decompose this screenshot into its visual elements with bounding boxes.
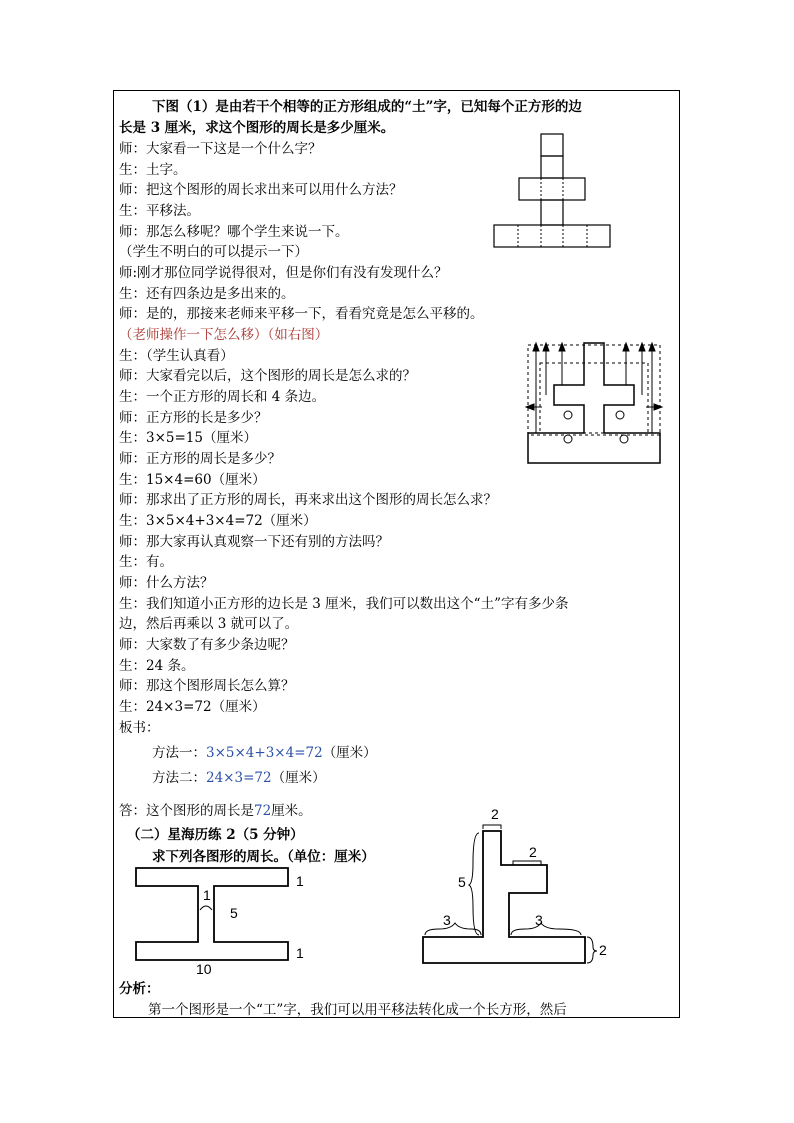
method-1-label: 方法一：	[152, 745, 206, 761]
dialogue-line: 生：24×3=72（厘米）	[119, 699, 266, 715]
t-shape-outline	[423, 831, 585, 963]
dialogue-line: 边，然后再乘以 3 就可以了。	[119, 616, 299, 632]
left-base-brace	[425, 923, 481, 935]
dialogue-line: 师：大家看一下这是一个什么字？	[119, 141, 322, 157]
dialogue-line: 师：大家看完以后，这个图形的周长是怎么求的？	[119, 368, 416, 384]
method-1	[152, 743, 377, 764]
dialogue-line: 生：还有四条边是多出来的。	[119, 286, 295, 302]
dialogue-line: 师：是的，那接来老师来平移一下，看看究竟是怎么平移的。	[119, 306, 484, 322]
t-shape-figure	[415, 803, 615, 968]
dialogue-line: 生：一个正方形的周长和 4 条边。	[119, 389, 326, 405]
problem-line-2: 长是 3 厘米，求这个图形的周长是多少厘米。	[119, 120, 395, 136]
exercise-heading: （二）星海历练 2（5 分钟）	[127, 827, 304, 843]
label-top: 2	[491, 806, 499, 822]
i-shape-outline	[136, 868, 288, 960]
dialogue-line: 师：正方形的长是多少？	[119, 410, 268, 426]
analysis-label: 分析：	[119, 981, 160, 997]
tu-outline	[528, 343, 660, 463]
answer-prefix: 答：这个图形的周长是	[119, 803, 254, 819]
dialogue-line: 生：24 条。	[119, 658, 195, 674]
label-right-arm: 2	[529, 844, 537, 860]
answer-suffix: 厘米。	[271, 803, 312, 819]
o-marker	[564, 411, 572, 419]
translation-figure	[522, 337, 668, 467]
dialogue-line: 生：我们知道小正方形的边长是 3 厘米，我们可以数出这个“土”字有多少条	[119, 596, 569, 612]
dialogue-line: 板书：	[119, 720, 160, 736]
label-stem: 5	[458, 874, 466, 890]
answer-value: 72	[254, 803, 272, 819]
method-2-label: 方法二：	[152, 770, 206, 786]
o-marker	[616, 411, 624, 419]
dialogue-line: 师：那大家再认真观察一下还有别的方法吗？	[119, 534, 389, 550]
square-row	[494, 225, 610, 247]
gap-brace	[200, 906, 212, 910]
dialogue-line: 生：15×4=60（厘米）	[119, 472, 266, 488]
method-1-unit: （厘米）	[322, 745, 377, 761]
tu-character-figure	[490, 132, 620, 252]
base-height-brace	[587, 937, 597, 963]
dialogue-line: 师：大家数了有多少条边呢？	[119, 637, 295, 653]
dialogue-line: 生：（学生认真看）	[119, 348, 234, 364]
o-marker	[564, 435, 572, 443]
label-bottom: 1	[296, 945, 304, 961]
dialogue-line: 生：土字。	[119, 162, 187, 178]
right-base-brace	[511, 923, 581, 935]
dialogue-line: 师：那这个图形周长怎么算？	[119, 678, 295, 694]
label-left-base: 3	[443, 912, 451, 928]
i-shape-figure	[128, 862, 318, 982]
label-gap: 1	[203, 887, 211, 903]
method-2-unit: （厘米）	[271, 770, 326, 786]
dashed-inner	[540, 363, 648, 433]
dialogue-line: 师：正方形的周长是多少？	[119, 451, 281, 467]
label-right-base: 3	[535, 912, 543, 928]
stem-brace	[469, 833, 479, 935]
answer-line	[119, 801, 312, 822]
problem-line-1: 下图（1）是由若干个相等的正方形组成的“土”字，已知每个正方形的边	[152, 99, 582, 115]
dialogue-line: 生：3×5=15（厘米）	[119, 430, 257, 446]
label-width: 10	[196, 961, 212, 977]
dashed-square	[528, 345, 660, 435]
exercise-instruction: 求下列各图形的周长。（单位：厘米）	[152, 849, 375, 865]
dialogue-line: 生：有。	[119, 554, 173, 570]
square	[541, 156, 563, 178]
dialogue-line: 师:刚才那位同学说得很对，但是你们有没有发现什么？	[119, 265, 448, 281]
label-base-height: 2	[599, 942, 607, 958]
dialogue-line: 师：那求出了正方形的周长，再来求出这个图形的周长怎么求？	[119, 492, 497, 508]
method-1-expr: 3×5×4+3×4=72	[206, 745, 323, 761]
square	[541, 134, 563, 156]
dialogue-line: （老师操作一下怎么移）（如右图）	[119, 327, 329, 343]
square	[541, 200, 563, 225]
analysis-text: 第一个图形是一个“工”字，我们可以用平移法转化成一个长方形，然后	[148, 1002, 567, 1018]
dialogue-line: 师：那怎么移呢？哪个学生来说一下。	[119, 224, 349, 240]
dialogue-line: 生：3×5×4+3×4=72（厘米）	[119, 513, 317, 529]
dialogue-line: （学生不明白的可以提示一下）	[119, 244, 308, 260]
square-row	[519, 178, 585, 200]
o-marker	[620, 435, 628, 443]
dialogue-line: 生：平移法。	[119, 203, 200, 219]
dialogue-line: 师：把这个图形的周长求出来可以用什么方法？	[119, 182, 403, 198]
top-brace	[483, 825, 501, 829]
method-2-expr: 24×3=72	[206, 770, 272, 786]
dialogue-line: 师：什么方法？	[119, 575, 214, 591]
label-height: 5	[230, 905, 238, 921]
method-2	[152, 768, 326, 789]
label-top: 1	[296, 873, 304, 889]
